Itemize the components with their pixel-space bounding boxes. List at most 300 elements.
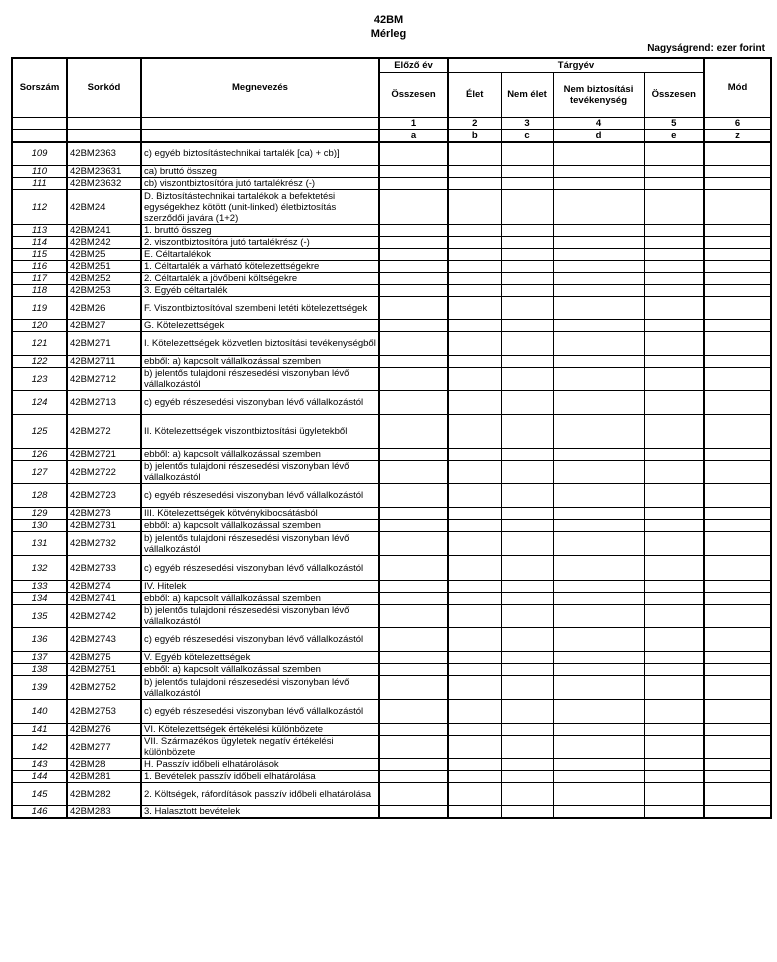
value-cell-nem-biztositasi[interactable]	[553, 415, 644, 449]
value-cell-prev-total[interactable]	[379, 593, 448, 605]
value-cell-nem-biztositasi[interactable]	[553, 332, 644, 356]
value-cell-nem-elet[interactable]	[501, 556, 553, 581]
value-cell-total[interactable]	[644, 628, 704, 652]
value-cell-total[interactable]	[644, 484, 704, 508]
value-cell-nem-elet[interactable]	[501, 736, 553, 759]
value-cell-total[interactable]	[644, 249, 704, 261]
value-cell-mod[interactable]	[704, 484, 771, 508]
value-cell-nem-elet[interactable]	[501, 461, 553, 484]
row-code: 42BM2752	[67, 676, 141, 700]
value-cell-mod[interactable]	[704, 508, 771, 520]
value-cell-nem-elet[interactable]	[501, 508, 553, 520]
value-cell-elet[interactable]	[448, 273, 501, 285]
value-cell-mod[interactable]	[704, 320, 771, 332]
value-cell-nem-biztositasi[interactable]	[553, 391, 644, 415]
form-code: 42BM	[373, 14, 404, 26]
value-cell-elet[interactable]	[448, 724, 501, 736]
col-letter-b: b	[448, 129, 501, 142]
row-code: 42BM2753	[67, 700, 141, 724]
value-cell-total[interactable]	[644, 556, 704, 581]
value-cell-mod[interactable]	[704, 605, 771, 628]
value-cell-nem-biztositasi[interactable]	[553, 237, 644, 249]
value-cell-elet[interactable]	[448, 142, 501, 166]
value-cell-total[interactable]	[644, 806, 704, 819]
value-cell-prev-total[interactable]	[379, 508, 448, 520]
row-name: 2. Költségek, ráfordítások passzív időbeli elhatárolása	[141, 783, 379, 806]
value-cell-mod[interactable]	[704, 593, 771, 605]
value-cell-prev-total[interactable]	[379, 190, 448, 225]
table-row	[12, 461, 771, 484]
value-cell-nem-biztositasi[interactable]	[553, 593, 644, 605]
value-cell-elet[interactable]	[448, 449, 501, 461]
value-cell-mod[interactable]	[704, 783, 771, 806]
value-cell-prev-total[interactable]	[379, 581, 448, 593]
value-cell-elet[interactable]	[448, 581, 501, 593]
unit-note: Nagyságrend: ezer forint	[647, 43, 765, 54]
value-cell-elet[interactable]	[448, 664, 501, 676]
blank-cell	[12, 129, 67, 142]
value-cell-mod[interactable]	[704, 297, 771, 320]
value-cell-total[interactable]	[644, 700, 704, 724]
value-cell-total[interactable]	[644, 332, 704, 356]
value-cell-prev-total[interactable]	[379, 806, 448, 819]
value-cell-mod[interactable]	[704, 461, 771, 484]
value-cell-nem-elet[interactable]	[501, 190, 553, 225]
value-cell-prev-total[interactable]	[379, 771, 448, 783]
value-cell-nem-biztositasi[interactable]	[553, 484, 644, 508]
value-cell-elet[interactable]	[448, 783, 501, 806]
value-cell-mod[interactable]	[704, 628, 771, 652]
value-cell-total[interactable]	[644, 520, 704, 532]
value-cell-nem-biztositasi[interactable]	[553, 556, 644, 581]
table-row	[12, 142, 771, 166]
value-cell-mod[interactable]	[704, 261, 771, 273]
value-cell-mod[interactable]	[704, 142, 771, 166]
value-cell-total[interactable]	[644, 605, 704, 628]
value-cell-mod[interactable]	[704, 237, 771, 249]
row-name: ebből: a) kapcsolt vállalkozással szemben	[141, 520, 379, 532]
value-cell-nem-biztositasi[interactable]	[553, 285, 644, 297]
row-code: 42BM2711	[67, 356, 141, 368]
value-cell-mod[interactable]	[704, 652, 771, 664]
value-cell-mod[interactable]	[704, 581, 771, 593]
value-cell-total[interactable]	[644, 225, 704, 237]
value-cell-nem-elet[interactable]	[501, 593, 553, 605]
row-code: 42BM2733	[67, 556, 141, 581]
table-row	[12, 759, 771, 771]
value-cell-elet[interactable]	[448, 332, 501, 356]
value-cell-nem-elet[interactable]	[501, 484, 553, 508]
value-cell-nem-elet[interactable]	[501, 273, 553, 285]
value-cell-prev-total[interactable]	[379, 724, 448, 736]
value-cell-nem-elet[interactable]	[501, 225, 553, 237]
value-cell-mod[interactable]	[704, 449, 771, 461]
row-code: 42BM24	[67, 190, 141, 225]
value-cell-nem-elet[interactable]	[501, 142, 553, 166]
row-serial: 142	[12, 736, 67, 759]
value-cell-elet[interactable]	[448, 368, 501, 391]
value-cell-elet[interactable]	[448, 484, 501, 508]
value-cell-elet[interactable]	[448, 759, 501, 771]
value-cell-mod[interactable]	[704, 273, 771, 285]
value-cell-nem-elet[interactable]	[501, 320, 553, 332]
value-cell-nem-biztositasi[interactable]	[553, 249, 644, 261]
row-serial: 128	[12, 484, 67, 508]
value-cell-prev-total[interactable]	[379, 273, 448, 285]
col-num-5: 5	[644, 117, 704, 129]
value-cell-total[interactable]	[644, 320, 704, 332]
value-cell-mod[interactable]	[704, 771, 771, 783]
col-letter-a: a	[379, 129, 448, 142]
value-cell-total[interactable]	[644, 237, 704, 249]
row-name: 1. bruttó összeg	[141, 225, 379, 237]
value-cell-nem-biztositasi[interactable]	[553, 461, 644, 484]
row-code: 42BM27	[67, 320, 141, 332]
value-cell-nem-elet[interactable]	[501, 628, 553, 652]
value-cell-mod[interactable]	[704, 356, 771, 368]
value-cell-total[interactable]	[644, 190, 704, 225]
value-cell-total[interactable]	[644, 297, 704, 320]
value-cell-nem-elet[interactable]	[501, 759, 553, 771]
value-cell-total[interactable]	[644, 261, 704, 273]
value-cell-nem-biztositasi[interactable]	[553, 771, 644, 783]
value-cell-nem-biztositasi[interactable]	[553, 736, 644, 759]
value-cell-total[interactable]	[644, 368, 704, 391]
value-cell-mod[interactable]	[704, 249, 771, 261]
value-cell-elet[interactable]	[448, 700, 501, 724]
value-cell-elet[interactable]	[448, 178, 501, 190]
value-cell-nem-biztositasi[interactable]	[553, 628, 644, 652]
value-cell-elet[interactable]	[448, 508, 501, 520]
value-cell-prev-total[interactable]	[379, 261, 448, 273]
value-cell-mod[interactable]	[704, 178, 771, 190]
value-cell-nem-elet[interactable]	[501, 415, 553, 449]
value-cell-nem-biztositasi[interactable]	[553, 532, 644, 556]
value-cell-prev-total[interactable]	[379, 332, 448, 356]
value-cell-elet[interactable]	[448, 736, 501, 759]
value-cell-nem-biztositasi[interactable]	[553, 724, 644, 736]
value-cell-elet[interactable]	[448, 285, 501, 297]
table-body	[12, 142, 771, 819]
value-cell-nem-biztositasi[interactable]	[553, 664, 644, 676]
value-cell-prev-total[interactable]	[379, 520, 448, 532]
value-cell-prev-total[interactable]	[379, 759, 448, 771]
value-cell-elet[interactable]	[448, 461, 501, 484]
row-serial: 129	[12, 508, 67, 520]
value-cell-nem-biztositasi[interactable]	[553, 806, 644, 819]
value-cell-total[interactable]	[644, 508, 704, 520]
value-cell-elet[interactable]	[448, 261, 501, 273]
value-cell-mod[interactable]	[704, 806, 771, 819]
value-cell-total[interactable]	[644, 461, 704, 484]
row-serial: 144	[12, 771, 67, 783]
value-cell-prev-total[interactable]	[379, 225, 448, 237]
row-serial: 143	[12, 759, 67, 771]
value-cell-nem-elet[interactable]	[501, 391, 553, 415]
table-row	[12, 237, 771, 249]
value-cell-nem-elet[interactable]	[501, 520, 553, 532]
value-cell-elet[interactable]	[448, 237, 501, 249]
value-cell-prev-total[interactable]	[379, 285, 448, 297]
value-cell-nem-biztositasi[interactable]	[553, 190, 644, 225]
row-name: V. Egyéb kötelezettségek	[141, 652, 379, 664]
value-cell-nem-biztositasi[interactable]	[553, 368, 644, 391]
value-cell-elet[interactable]	[448, 225, 501, 237]
value-cell-elet[interactable]	[448, 391, 501, 415]
value-cell-nem-elet[interactable]	[501, 806, 553, 819]
value-cell-total[interactable]	[644, 783, 704, 806]
row-serial: 139	[12, 676, 67, 700]
value-cell-nem-elet[interactable]	[501, 664, 553, 676]
value-cell-prev-total[interactable]	[379, 605, 448, 628]
table-row	[12, 532, 771, 556]
value-cell-nem-elet[interactable]	[501, 178, 553, 190]
balance-sheet-table	[11, 57, 772, 819]
value-cell-prev-total[interactable]	[379, 178, 448, 190]
row-name: c) egyéb részesedési viszonyban lévő vállalkozástól	[141, 391, 379, 415]
value-cell-nem-biztositasi[interactable]	[553, 759, 644, 771]
value-cell-total[interactable]	[644, 652, 704, 664]
table-row	[12, 724, 771, 736]
value-cell-prev-total[interactable]	[379, 484, 448, 508]
value-cell-total[interactable]	[644, 142, 704, 166]
value-cell-nem-biztositasi[interactable]	[553, 261, 644, 273]
value-cell-prev-total[interactable]	[379, 700, 448, 724]
value-cell-nem-biztositasi[interactable]	[553, 605, 644, 628]
value-cell-nem-elet[interactable]	[501, 676, 553, 700]
value-cell-elet[interactable]	[448, 771, 501, 783]
row-name: c) egyéb részesedési viszonyban lévő vállalkozástól	[141, 556, 379, 581]
value-cell-total[interactable]	[644, 676, 704, 700]
value-cell-mod[interactable]	[704, 190, 771, 225]
value-cell-prev-total[interactable]	[379, 415, 448, 449]
value-cell-nem-elet[interactable]	[501, 724, 553, 736]
value-cell-nem-biztositasi[interactable]	[553, 700, 644, 724]
value-cell-nem-elet[interactable]	[501, 297, 553, 320]
value-cell-nem-biztositasi[interactable]	[553, 225, 644, 237]
value-cell-prev-total[interactable]	[379, 249, 448, 261]
value-cell-nem-elet[interactable]	[501, 700, 553, 724]
value-cell-nem-elet[interactable]	[501, 356, 553, 368]
value-cell-mod[interactable]	[704, 166, 771, 178]
value-cell-nem-elet[interactable]	[501, 332, 553, 356]
value-cell-elet[interactable]	[448, 806, 501, 819]
row-code: 42BM2721	[67, 449, 141, 461]
value-cell-prev-total[interactable]	[379, 664, 448, 676]
value-cell-nem-biztositasi[interactable]	[553, 508, 644, 520]
value-cell-prev-total[interactable]	[379, 783, 448, 806]
value-cell-prev-total[interactable]	[379, 166, 448, 178]
value-cell-elet[interactable]	[448, 532, 501, 556]
value-cell-total[interactable]	[644, 356, 704, 368]
blank-cell	[67, 129, 141, 142]
value-cell-prev-total[interactable]	[379, 652, 448, 664]
value-cell-elet[interactable]	[448, 628, 501, 652]
row-code: 42BM2732	[67, 532, 141, 556]
value-cell-elet[interactable]	[448, 520, 501, 532]
col-elozo-ev: Előző év	[379, 58, 448, 72]
blank-cell	[141, 117, 379, 129]
value-cell-total[interactable]	[644, 415, 704, 449]
value-cell-total[interactable]	[644, 285, 704, 297]
value-cell-mod[interactable]	[704, 368, 771, 391]
row-name: c) egyéb részesedési viszonyban lévő vállalkozástól	[141, 700, 379, 724]
value-cell-total[interactable]	[644, 166, 704, 178]
value-cell-mod[interactable]	[704, 664, 771, 676]
value-cell-total[interactable]	[644, 273, 704, 285]
value-cell-prev-total[interactable]	[379, 461, 448, 484]
table-row	[12, 320, 771, 332]
value-cell-prev-total[interactable]	[379, 736, 448, 759]
value-cell-mod[interactable]	[704, 724, 771, 736]
value-cell-elet[interactable]	[448, 166, 501, 178]
col-num-6: 6	[704, 117, 771, 129]
value-cell-total[interactable]	[644, 664, 704, 676]
table-row	[12, 700, 771, 724]
row-name: c) egyéb biztosítástechnikai tartalék [ca) + cb)]	[141, 142, 379, 166]
row-code: 42BM273	[67, 508, 141, 520]
row-serial: 123	[12, 368, 67, 391]
value-cell-nem-elet[interactable]	[501, 652, 553, 664]
row-name: b) jelentős tulajdoni részesedési viszonyban lévő vállalkozástól	[141, 532, 379, 556]
value-cell-nem-elet[interactable]	[501, 249, 553, 261]
value-cell-elet[interactable]	[448, 320, 501, 332]
row-serial: 141	[12, 724, 67, 736]
value-cell-nem-elet[interactable]	[501, 368, 553, 391]
value-cell-nem-elet[interactable]	[501, 449, 553, 461]
value-cell-nem-biztositasi[interactable]	[553, 449, 644, 461]
value-cell-total[interactable]	[644, 178, 704, 190]
value-cell-nem-biztositasi[interactable]	[553, 178, 644, 190]
value-cell-total[interactable]	[644, 724, 704, 736]
row-name: G. Kötelezettségek	[141, 320, 379, 332]
value-cell-mod[interactable]	[704, 332, 771, 356]
value-cell-total[interactable]	[644, 759, 704, 771]
value-cell-mod[interactable]	[704, 700, 771, 724]
value-cell-mod[interactable]	[704, 520, 771, 532]
value-cell-prev-total[interactable]	[379, 320, 448, 332]
value-cell-total[interactable]	[644, 581, 704, 593]
table-row	[12, 415, 771, 449]
table-row	[12, 449, 771, 461]
value-cell-prev-total[interactable]	[379, 297, 448, 320]
table-row	[12, 520, 771, 532]
value-cell-elet[interactable]	[448, 356, 501, 368]
value-cell-nem-biztositasi[interactable]	[553, 652, 644, 664]
value-cell-nem-elet[interactable]	[501, 285, 553, 297]
value-cell-nem-elet[interactable]	[501, 771, 553, 783]
row-serial: 146	[12, 806, 67, 819]
value-cell-mod[interactable]	[704, 391, 771, 415]
value-cell-nem-elet[interactable]	[501, 261, 553, 273]
col-nem-biztositasi: Nem biztosítási tevékenység	[553, 72, 644, 117]
row-code: 42BM2723	[67, 484, 141, 508]
value-cell-elet[interactable]	[448, 249, 501, 261]
row-serial: 131	[12, 532, 67, 556]
value-cell-total[interactable]	[644, 449, 704, 461]
value-cell-mod[interactable]	[704, 556, 771, 581]
value-cell-prev-total[interactable]	[379, 356, 448, 368]
value-cell-nem-elet[interactable]	[501, 581, 553, 593]
value-cell-prev-total[interactable]	[379, 142, 448, 166]
col-sorszam: Sorszám	[12, 58, 67, 117]
value-cell-mod[interactable]	[704, 415, 771, 449]
col-num-3: 3	[501, 117, 553, 129]
value-cell-mod[interactable]	[704, 285, 771, 297]
value-cell-total[interactable]	[644, 391, 704, 415]
value-cell-prev-total[interactable]	[379, 368, 448, 391]
value-cell-total[interactable]	[644, 532, 704, 556]
value-cell-nem-biztositasi[interactable]	[553, 520, 644, 532]
value-cell-elet[interactable]	[448, 652, 501, 664]
value-cell-elet[interactable]	[448, 297, 501, 320]
value-cell-total[interactable]	[644, 771, 704, 783]
table-row	[12, 297, 771, 320]
value-cell-mod[interactable]	[704, 225, 771, 237]
value-cell-nem-biztositasi[interactable]	[553, 166, 644, 178]
value-cell-nem-biztositasi[interactable]	[553, 581, 644, 593]
row-serial: 111	[12, 178, 67, 190]
value-cell-nem-biztositasi[interactable]	[553, 273, 644, 285]
value-cell-nem-elet[interactable]	[501, 605, 553, 628]
value-cell-prev-total[interactable]	[379, 676, 448, 700]
value-cell-nem-biztositasi[interactable]	[553, 676, 644, 700]
value-cell-elet[interactable]	[448, 593, 501, 605]
table-row	[12, 556, 771, 581]
value-cell-mod[interactable]	[704, 532, 771, 556]
value-cell-prev-total[interactable]	[379, 449, 448, 461]
value-cell-prev-total[interactable]	[379, 237, 448, 249]
value-cell-nem-elet[interactable]	[501, 532, 553, 556]
row-serial: 130	[12, 520, 67, 532]
row-code: 42BM26	[67, 297, 141, 320]
value-cell-nem-elet[interactable]	[501, 237, 553, 249]
value-cell-mod[interactable]	[704, 676, 771, 700]
blank-cell	[67, 117, 141, 129]
row-name: 1. Bevételek passzív időbeli elhatárolása	[141, 771, 379, 783]
row-code: 42BM2722	[67, 461, 141, 484]
table-row	[12, 676, 771, 700]
row-name: 3. Egyéb céltartalék	[141, 285, 379, 297]
value-cell-mod[interactable]	[704, 759, 771, 771]
value-cell-nem-biztositasi[interactable]	[553, 783, 644, 806]
row-code: 42BM282	[67, 783, 141, 806]
value-cell-elet[interactable]	[448, 676, 501, 700]
value-cell-elet[interactable]	[448, 605, 501, 628]
value-cell-total[interactable]	[644, 593, 704, 605]
value-cell-nem-biztositasi[interactable]	[553, 142, 644, 166]
value-cell-prev-total[interactable]	[379, 391, 448, 415]
value-cell-prev-total[interactable]	[379, 628, 448, 652]
value-cell-prev-total[interactable]	[379, 556, 448, 581]
row-name: 1. Céltartalék a várható kötelezettségekre	[141, 261, 379, 273]
value-cell-total[interactable]	[644, 736, 704, 759]
row-code: 42BM2741	[67, 593, 141, 605]
value-cell-prev-total[interactable]	[379, 532, 448, 556]
value-cell-nem-elet[interactable]	[501, 783, 553, 806]
value-cell-elet[interactable]	[448, 415, 501, 449]
value-cell-nem-biztositasi[interactable]	[553, 356, 644, 368]
row-serial: 134	[12, 593, 67, 605]
value-cell-nem-elet[interactable]	[501, 166, 553, 178]
table-row	[12, 771, 771, 783]
value-cell-elet[interactable]	[448, 190, 501, 225]
value-cell-nem-biztositasi[interactable]	[553, 297, 644, 320]
row-code: 42BM2731	[67, 520, 141, 532]
value-cell-mod[interactable]	[704, 736, 771, 759]
value-cell-elet[interactable]	[448, 556, 501, 581]
value-cell-nem-biztositasi[interactable]	[553, 320, 644, 332]
